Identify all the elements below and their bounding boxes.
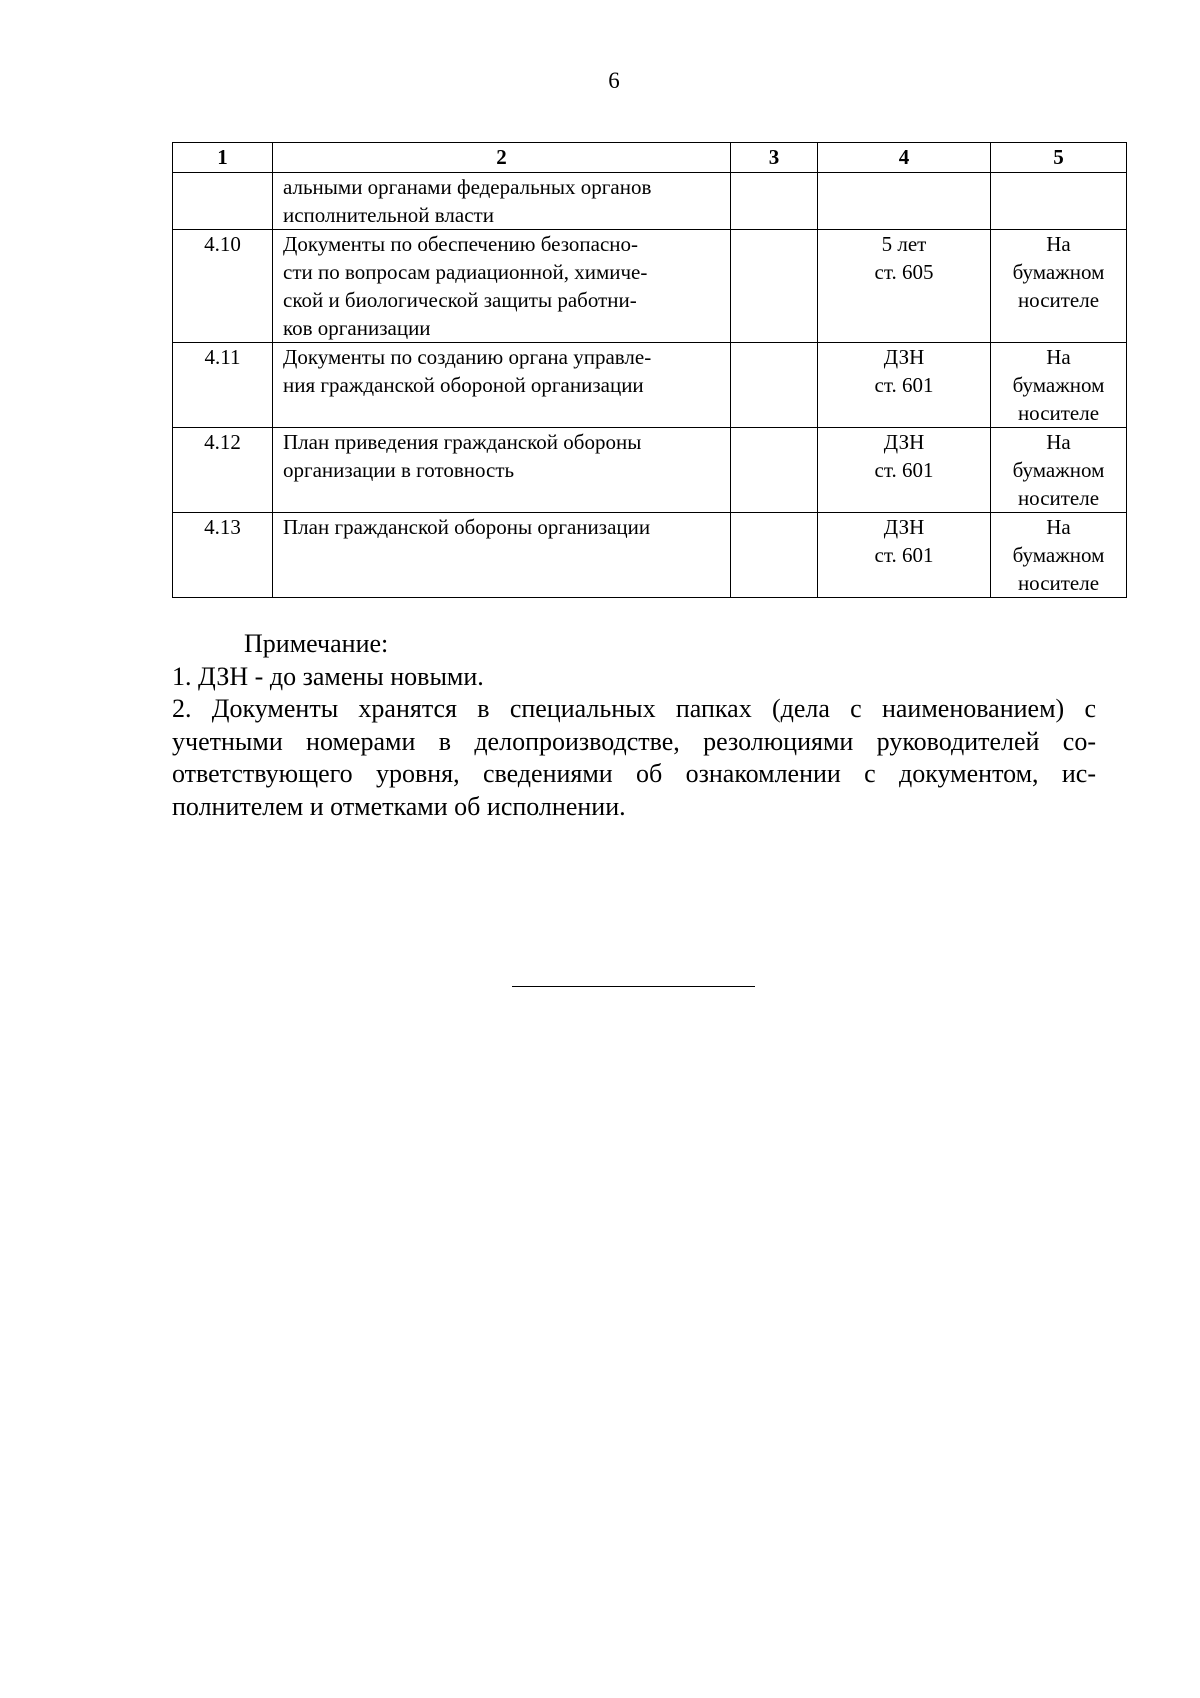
- header-col-3: 3: [731, 143, 818, 173]
- row-col3: [731, 343, 818, 428]
- page-number: 6: [608, 68, 620, 93]
- row-medium: На бумажном носителе: [991, 513, 1127, 598]
- row-description: План гражданской обороны организации: [273, 513, 731, 598]
- row-term: ДЗН ст. 601: [818, 513, 991, 598]
- note-title: Примечание:: [244, 629, 389, 658]
- row-medium: На бумажном носителе: [991, 428, 1127, 513]
- header-col-1: 1: [173, 143, 273, 173]
- row-term: ДЗН ст. 601: [818, 428, 991, 513]
- row-term: [818, 173, 991, 230]
- row-description: альными органами федеральных органов исполнительной власти: [273, 173, 731, 230]
- row-term: ДЗН ст. 601: [818, 343, 991, 428]
- row-medium: На бумажном носителе: [991, 343, 1127, 428]
- end-divider-line: [512, 986, 755, 987]
- row-medium: На бумажном носителе: [991, 230, 1127, 343]
- row-number: 4.10: [173, 230, 273, 343]
- row-description: Документы по обеспечению безопасно- сти по вопросам радиационной, химиче- ской и биологической защиты работни- ков организации: [273, 230, 731, 343]
- row-number: [173, 173, 273, 230]
- note-item-2: 2. Документы хранятся в специальных папках (дела с наименованием) с учетными номерами в делопроизводстве, резолюциями руководителей со- ответствующего уровня, сведениями об ознакомлении с документом, ис- полнителем и отметками об исполнении.: [172, 694, 1096, 821]
- row-description: Документы по созданию органа управле- ния гражданской обороной организации: [273, 343, 731, 428]
- header-col-5: 5: [991, 143, 1127, 173]
- note-item-1: 1. ДЗН - до замены новыми.: [172, 661, 484, 691]
- table-row: [173, 173, 1127, 230]
- row-col3: [731, 513, 818, 598]
- header-col-4: 4: [818, 143, 991, 173]
- row-medium: [991, 173, 1127, 230]
- table-row: [173, 343, 1127, 428]
- row-number: 4.11: [173, 343, 273, 428]
- row-col3: [731, 173, 818, 230]
- nomenclature-table: [172, 142, 1127, 598]
- row-number: 4.13: [173, 513, 273, 598]
- row-number: 4.12: [173, 428, 273, 513]
- note-block: [172, 628, 1096, 823]
- table-header-row: [173, 143, 1127, 173]
- row-description: План приведения гражданской обороны организации в готовность: [273, 428, 731, 513]
- header-col-2: 2: [273, 143, 731, 173]
- table-row: [173, 230, 1127, 343]
- table-row: [173, 513, 1127, 598]
- table-row: [173, 428, 1127, 513]
- row-col3: [731, 230, 818, 343]
- row-col3: [731, 428, 818, 513]
- row-term: 5 лет ст. 605: [818, 230, 991, 343]
